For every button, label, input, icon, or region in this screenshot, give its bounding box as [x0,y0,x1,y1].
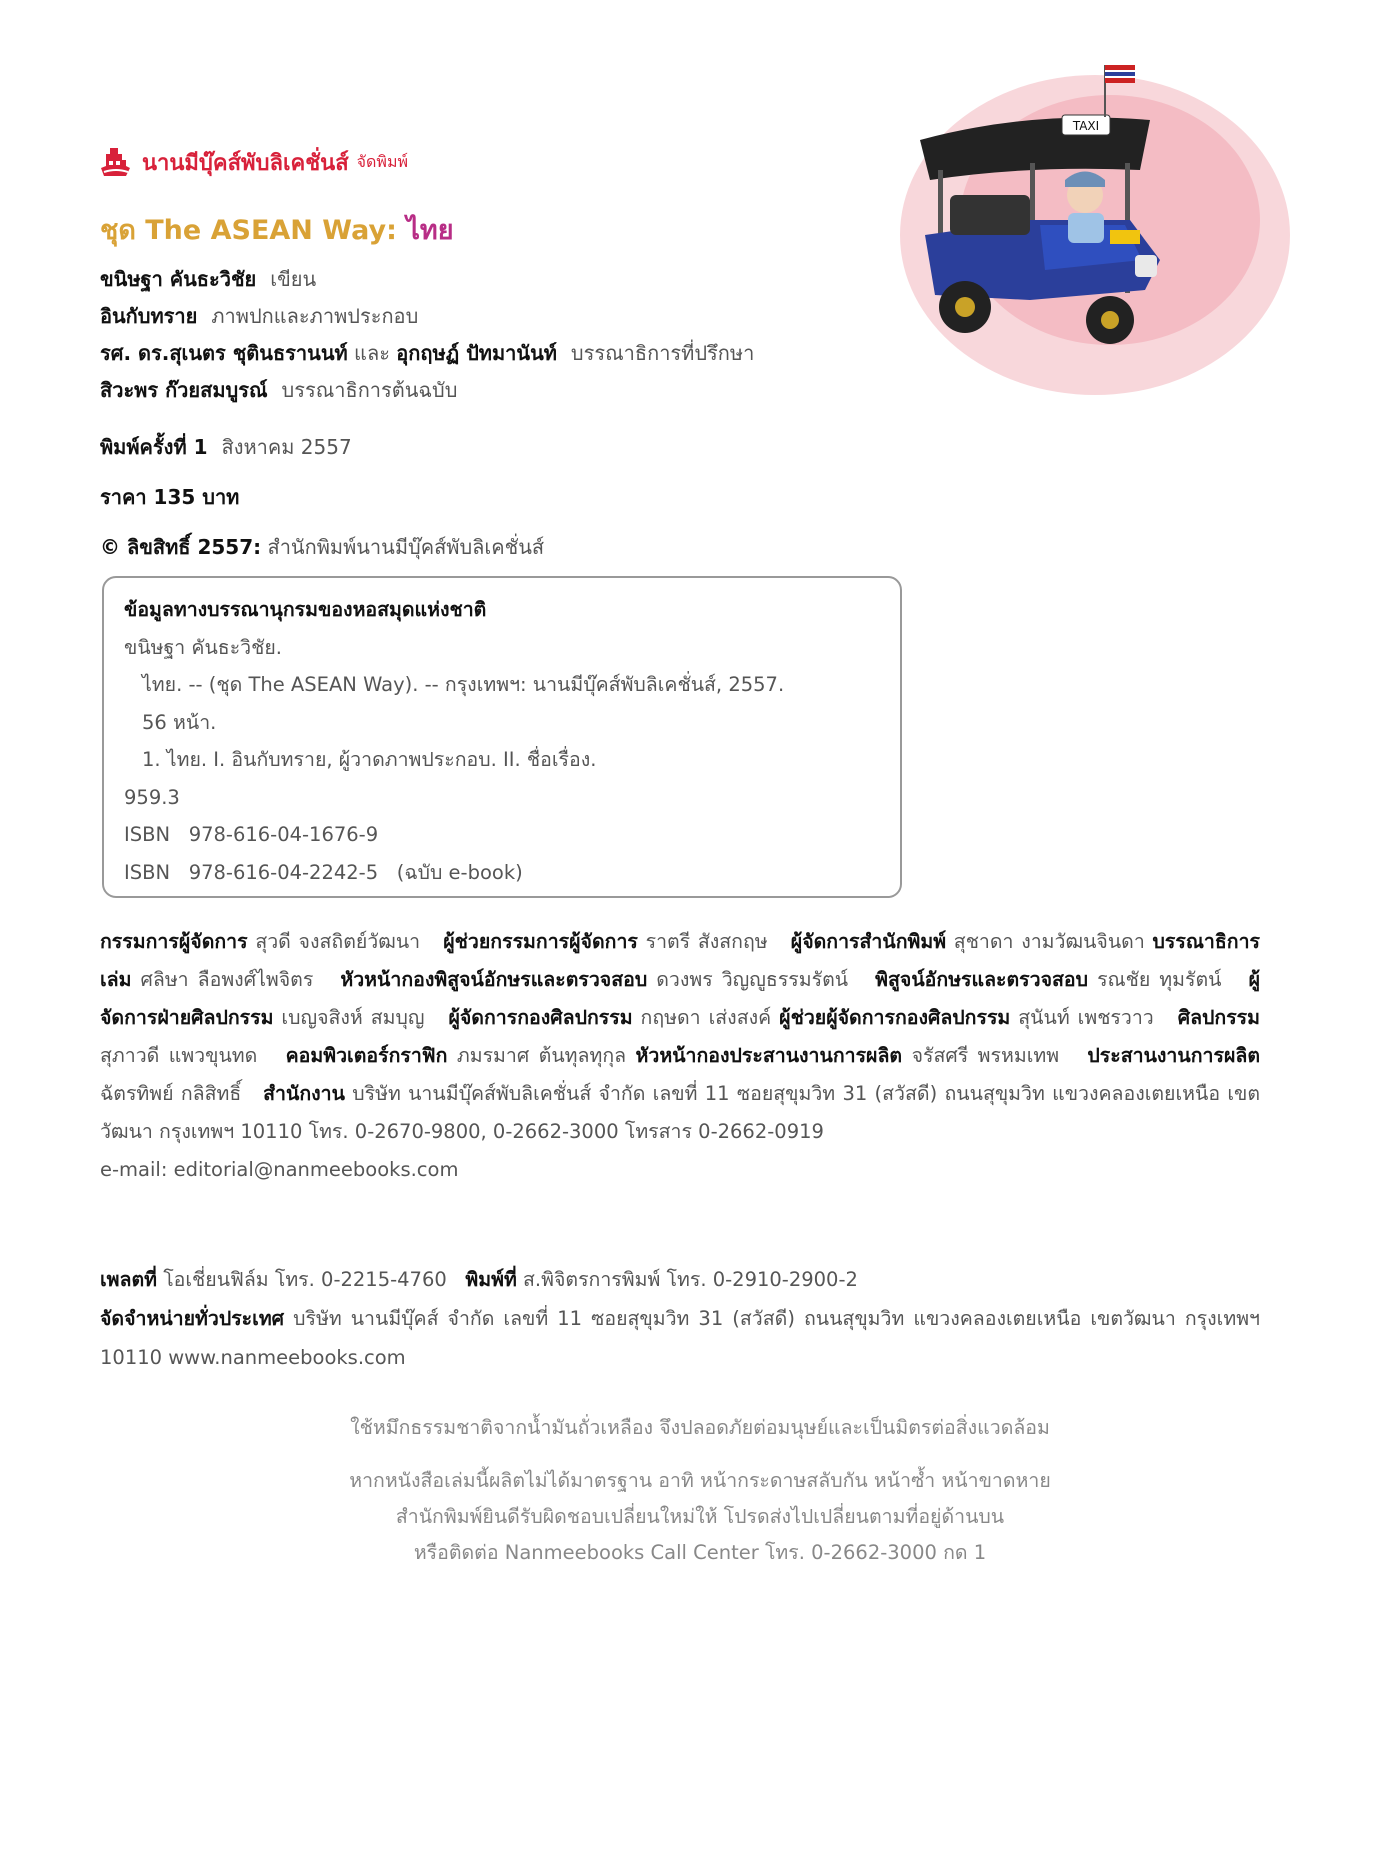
copyright-line: © ลิขสิทธิ์ 2557: สำนักพิมพ์นานมีบุ๊คส์พับลิเคชั่นส์ [100,535,545,559]
credit-illustrator: อินกับทราย ภาพปกและภาพประกอบ [100,304,419,328]
cip-title: ข้อมูลทางบรรณานุกรมของหอสมุดแห่งชาติ [124,598,487,621]
cip-line: 959.3 [124,785,180,809]
price-line: ราคา 135 บาท [100,485,240,509]
staff-entry: ผู้ช่วยผู้จัดการกองศิลปกรรม สุนันท์ เพชรวาว [779,1006,1154,1029]
cip-line: ไทย. -- (ชุด The ASEAN Way). -- กรุงเทพฯ: นานมีบุ๊คส์พับลิเคชั่นส์, 2557. [142,673,785,696]
credit-advisors: รศ. ดร.สุเนตร ชุตินธรานนท์ และ อุกฤษฏ์ ปัทมานันท์ บรรณาธิการที่ปรึกษา [100,341,755,365]
staff-entry: พิสูจน์อักษรและตรวจสอบ รณชัย ทุมรัตน์ [875,968,1222,991]
plate-info: เพลตที่ โอเชี่ยนฟิล์ม โทร. 0-2215-4760 [100,1268,447,1291]
credits-list [100,261,754,409]
staff-entry: ประสานงานการผลิต ฉัตรทิพย์ กลิสิทธิ์ [100,1044,1260,1105]
nanmee-ship-logo-icon [100,146,132,180]
publisher-line [100,145,408,180]
defect-note-2: สำนักพิมพ์ยินดีรับผิดชอบเปลี่ยนใหม่ให้ โปรดส่งไปเปลี่ยนตามที่อยู่ด้านบน [395,1505,1005,1528]
staff-entry: ผู้จัดการฝ่ายศิลปกรรม เบญจสิงห์ สมบุญ [100,968,1261,1029]
staff-entry: หัวหน้ากองพิสูจน์อักษรและตรวจสอบ ดวงพร วิญญูธรรมรัตน์ [340,968,849,991]
distribution-info [100,1260,1260,1377]
staff-entry: หัวหน้ากองประสานงานการผลิต จรัสศรี พรหมเทพ [635,1044,1060,1067]
defect-note-3: หรือติดต่อ Nanmeebooks Call Center โทร. 0-2662-3000 กด 1 [413,1541,987,1564]
distributor-info: จัดจำหน่ายทั่วประเทศ บริษัท นานมีบุ๊คส์ จำกัด เลขที่ 11 ซอยสุขุมวิท 31 (สวัสดี) ถนนสุขุมวิท แขวงคลองเตยเหนือ เขตวัฒนา กรุงเทพฯ 10110 www.nanmeebooks.com [100,1307,1260,1369]
cip-line: 1. ไทย. I. อินกับทราย, ผู้วาดภาพประกอบ. II. ชื่อเรื่อง. [142,748,597,771]
series-title [100,208,454,251]
credit-author: ขนิษฐา คันธะวิชัย เขียน [100,267,317,291]
staff-entry: สำนักงาน บริษัท นานมีบุ๊คส์พับลิเคชั่นส์ จำกัด เลขที่ 11 ซอยสุขุมวิท 31 (สวัสดี) ถนนสุขุมวิท แขวงคลองเตยเหนือ เขตวัฒนา กรุงเทพฯ 10110 โทร. 0-2670-9800, 0-2662-3000 โทรสาร 0-2662-0919 [100,1082,1260,1143]
staff-entry: กรรมการผู้จัดการ สุวดี จงสถิตย์วัฒนา [100,930,421,953]
ink-note: ใช้หมึกธรรมชาติจากน้ำมันถั่วเหลือง จึงปลอดภัยต่อมนุษย์และเป็นมิตรต่อสิ่งแวดล้อม [350,1416,1050,1439]
staff-entry: ศิลปกรรม สุภาวดี แพวขุนทด [100,1006,1261,1067]
email-line: e-mail: editorial@nanmeebooks.com [100,1158,459,1181]
cip-box [102,576,902,898]
series-prefix: ชุด The ASEAN Way: [100,215,397,246]
credit-editor: สิวะพร ก๊วยสมบูรณ์ บรรณาธิการต้นฉบับ [100,378,458,402]
cip-line: ขนิษฐา คันธะวิชัย. [124,635,282,659]
staff-entry: ผู้จัดการสำนักพิมพ์ สุชาดา งามวัฒนจินดา [790,930,1145,953]
defect-note-1: หากหนังสือเล่มนี้ผลิตไม่ได้มาตรฐาน อาทิ หน้ากระดาษสลับกัน หน้าซ้ำ หน้าขาดหาย [349,1469,1051,1492]
staff-credits [100,923,1260,1189]
cip-isbn: ISBN 978-616-04-1676-9 [124,823,379,846]
staff-entry: คอมพิวเตอร์กราฟิก ภมรมาศ ต้นทุลทุกุล [285,1044,627,1067]
staff-entry: ผู้ช่วยกรรมการผู้จัดการ ราตรี สังสกฤษ [443,930,768,953]
cip-line: 56 หน้า. [142,710,217,734]
tuk-tuk-illustration [880,45,1290,405]
staff-entry: บรรณาธิการเล่ม ศลิษา ลือพงศ์ไพจิตร [100,930,1261,991]
staff-entry: ผู้จัดการกองศิลปกรรม กฤษดา เส่งสงค์ [448,1006,772,1029]
publisher-name: นานมีบุ๊คส์พับลิเคชั่นส์ [142,151,349,176]
book-title: ไทย [406,215,454,246]
taxi-sign: TAXI [1072,119,1100,133]
printer-info: พิมพ์ที่ ส.พิจิตรการพิมพ์ โทร. 0-2910-2900-2 [465,1268,858,1291]
edition-line: พิมพ์ครั้งที่ 1 สิงหาคม 2557 [100,435,352,459]
publisher-suffix: จัดพิมพ์ [356,152,409,171]
cip-isbn-ebook: ISBN 978-616-04-2242-5 (ฉบับ e-book) [124,860,523,884]
